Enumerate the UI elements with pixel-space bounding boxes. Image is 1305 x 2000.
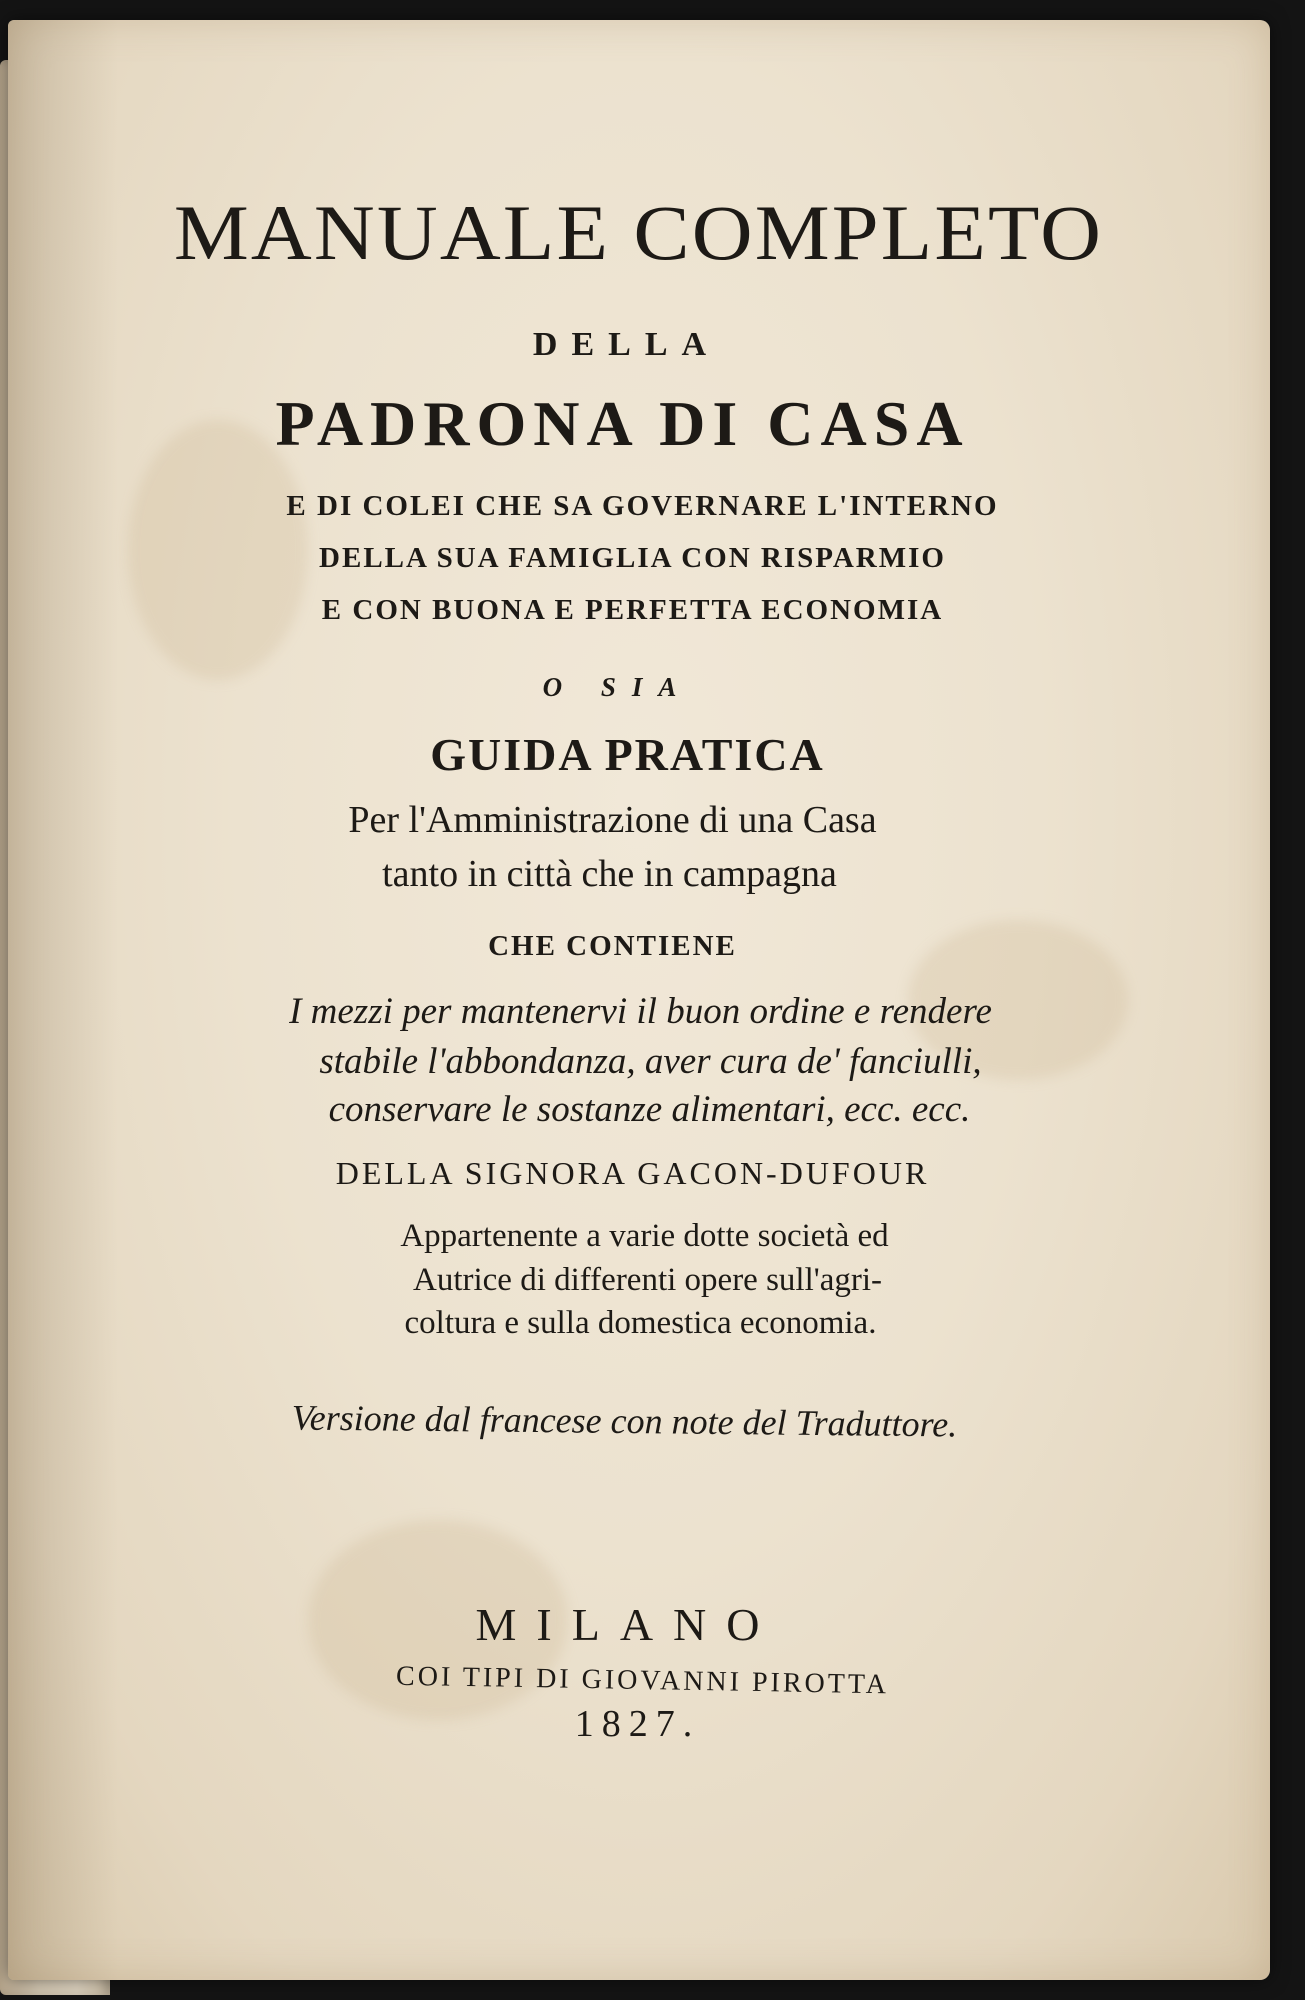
author-description-line: Autrice di differenti opere sull'agri-: [413, 1262, 882, 1298]
subtitle-line: DELLA SUA FAMIGLIA CON RISPARMIO: [319, 542, 946, 574]
contents-line: conservare le sostanze alimentari, ecc. ecc.: [328, 1089, 971, 1130]
contents-line: stabile l'abbondanza, aver cura de' fanciulli,: [319, 1041, 982, 1082]
book-title-line-1: MANUALE COMPLETO: [173, 189, 1104, 276]
author-name: DELLA SIGNORA GACON-DUFOUR: [335, 1155, 930, 1191]
subtitle-line: E DI COLEI CHE SA GOVERNARE L'INTERNO: [286, 490, 999, 522]
imprint-city: MILANO: [475, 1599, 780, 1650]
guida-pratica-heading: GUIDA PRATICA: [430, 729, 825, 780]
book-title-line-3: PADRONA DI CASA: [275, 388, 970, 459]
author-description-line: Appartenente a varie dotte società ed: [400, 1218, 889, 1254]
subtitle-line: E CON BUONA E PERFETTA ECONOMIA: [321, 594, 944, 626]
purpose-line: Per l'Amministrazione di una Casa: [348, 799, 877, 841]
imprint-printer: COI TIPI DI GIOVANNI PIROTTA: [395, 1660, 890, 1701]
che-contiene-heading: CHE CONTIENE: [488, 930, 737, 962]
purpose-line: tanto in città che in campagna: [382, 853, 837, 895]
translation-note: Versione dal francese con note del Traduttore.: [291, 1397, 958, 1445]
o-sia-text: O SIA: [542, 672, 693, 702]
author-description-line: coltura e sulla domestica economia.: [404, 1305, 877, 1341]
contents-line: I mezzi per mantenervi il buon ordine e rendere: [289, 991, 992, 1032]
book-title-line-2: DELLA: [532, 326, 721, 363]
imprint-year: 1827.: [574, 1703, 701, 1745]
